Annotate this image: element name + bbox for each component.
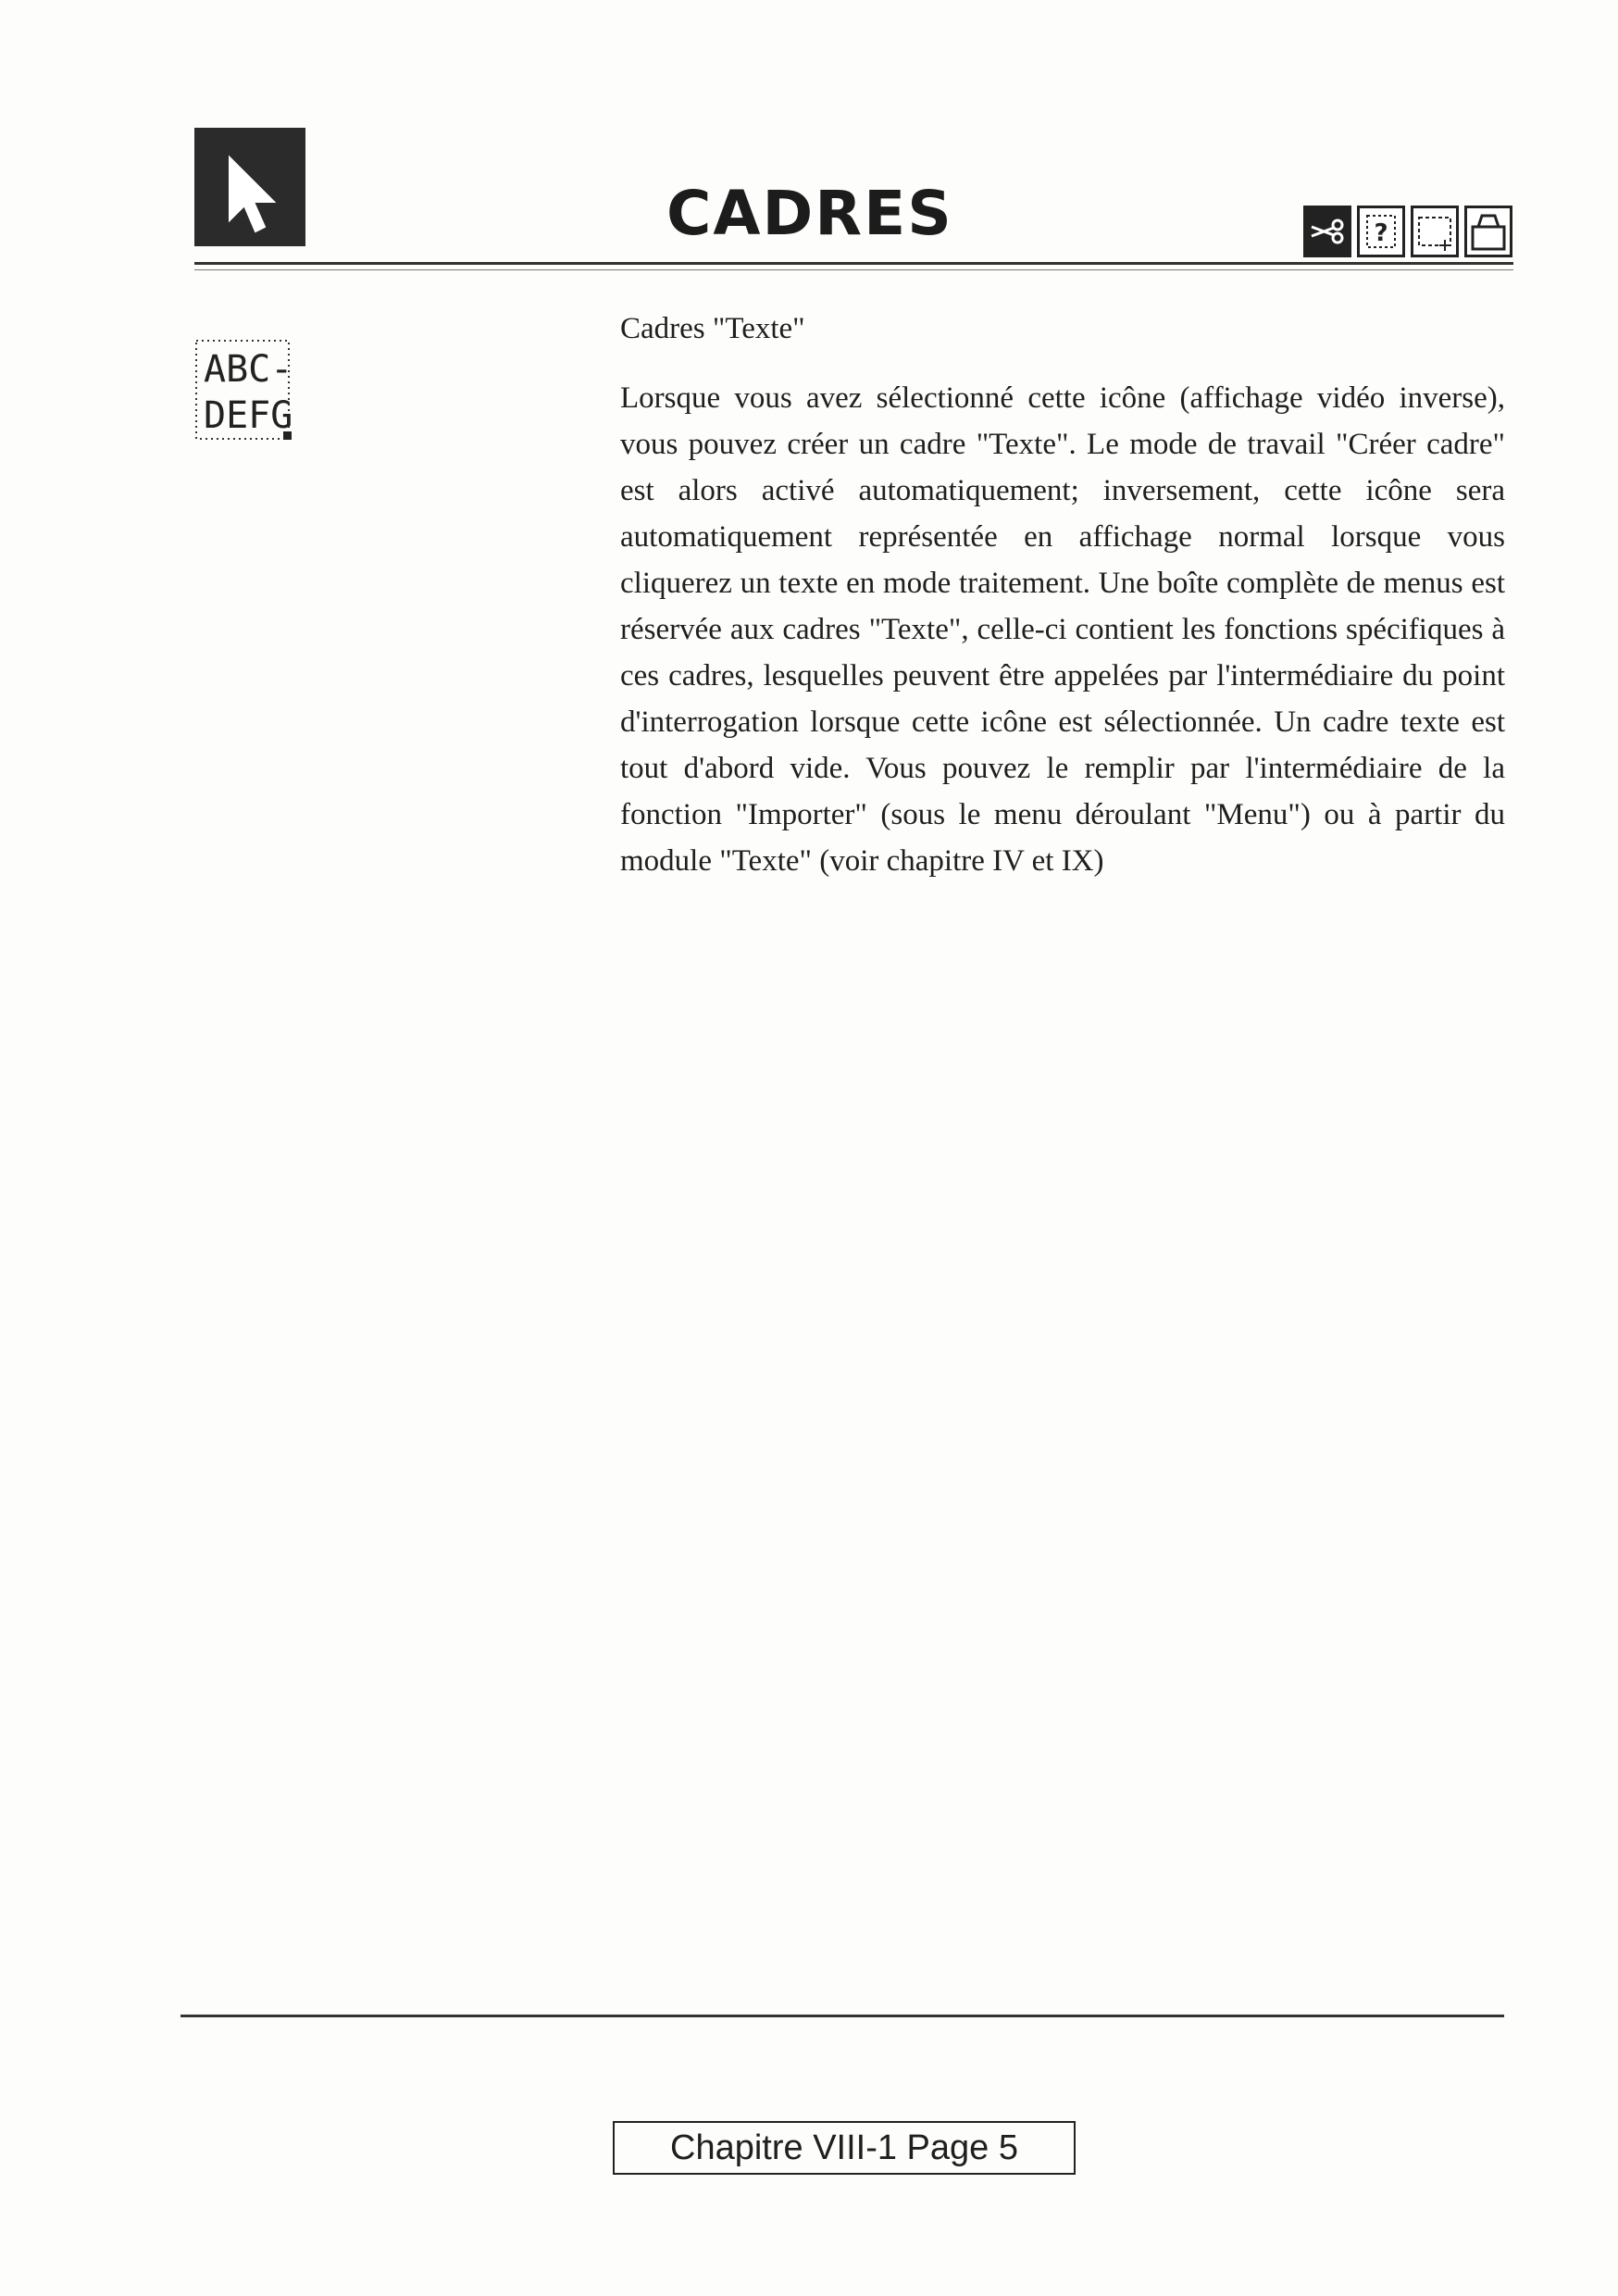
scissors-icon [1303,206,1351,257]
frame-resize-icon [1411,206,1459,257]
frame-lock-icon [1464,206,1512,257]
help-question-icon [1357,206,1405,257]
text-frame-icon-line-1: ABC- [204,348,293,391]
body-paragraph: Lorsque vous avez sélectionné cette icône (affichage vidéo inverse), vous pouvez créer un cadre "Texte". Le mode de travail "Créer cadre" est alors activé automatiquement; inversement, cette icône sera automatiquement représentée en affichage normal lorsque vous cliquerez un texte en mode traitement. Une boîte complète de menus est réservée aux cadres "Texte", celle-ci contient les fonctions spécifiques à ces cadres, lesquelles peuvent être appelées par l'intermédiaire du point d'interrogation lorsque cette icône est sélectionnée. Un cadre texte est tout d'abord vide. Vous pouvez le remplir par l'intermédiaire de la fonction "Importer" (sous le menu déroulant "Menu") ou à partir du module "Texte" (voir chapitre IV et IX) [620,381,1505,878]
text-frame-icon-line-2: DEFG [204,394,293,437]
pointer-tool-box [194,128,305,246]
footer-rule [180,2015,1504,2017]
svg-text:?: ? [1374,219,1388,247]
header-rule [194,262,1513,265]
section-heading: Cadres "Texte" [620,312,805,345]
page-number-label: Chapitre VIII-1 Page 5 [613,2121,1076,2175]
text-frame-icon [193,335,296,446]
tool-icon-bar [1303,206,1512,261]
chapter-title: CADRES [666,178,953,249]
header-rule-thin [194,269,1513,270]
pointer-arrow-icon [194,128,305,246]
